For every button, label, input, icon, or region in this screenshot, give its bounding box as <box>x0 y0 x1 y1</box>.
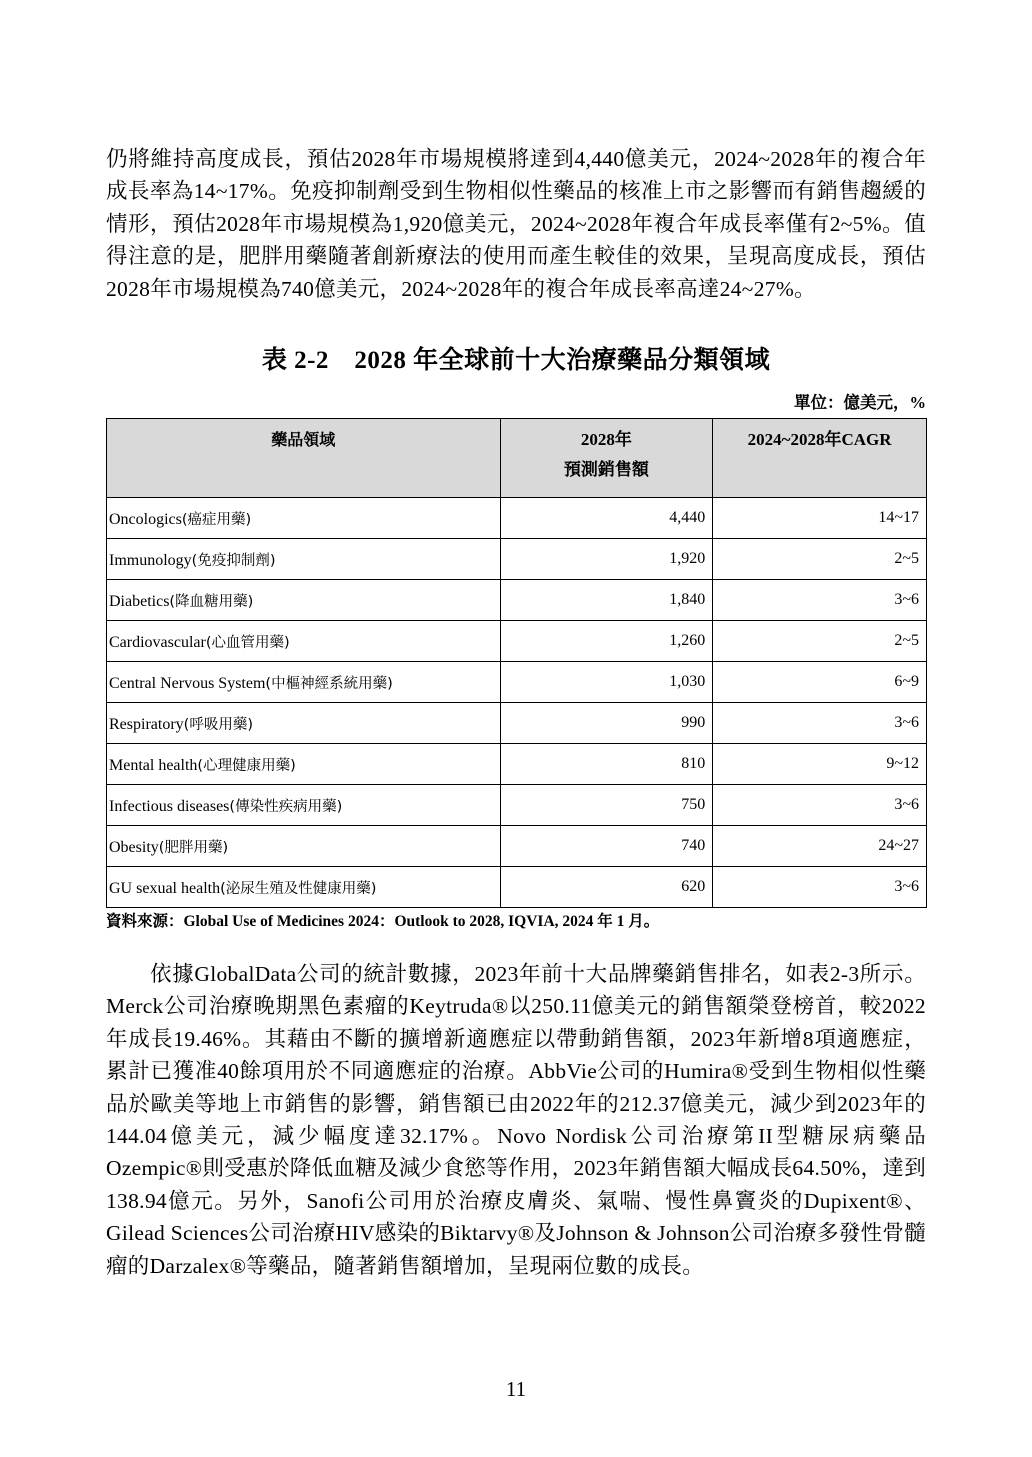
table-row <box>107 621 927 662</box>
cagr-cell: 3~6 <box>713 703 927 744</box>
therapy-area-zh: (癌症用藥) <box>181 511 252 528</box>
table-row <box>107 867 927 908</box>
header-sales-line1: 2028年 <box>580 430 632 449</box>
therapy-area-cell <box>107 580 501 621</box>
sales-cell: 750 <box>500 785 713 826</box>
table-row <box>107 785 927 826</box>
therapy-area-en: Oncologics <box>109 510 182 528</box>
cagr-cell: 2~5 <box>713 539 927 580</box>
therapy-area-cell <box>107 703 501 744</box>
therapy-area-cell <box>107 867 501 908</box>
cagr-cell: 9~12 <box>713 744 927 785</box>
sales-cell: 810 <box>500 744 713 785</box>
table-row <box>107 744 927 785</box>
cagr-cell: 24~27 <box>713 826 927 867</box>
therapy-area-cell <box>107 539 501 580</box>
cagr-cell: 3~6 <box>713 867 927 908</box>
table-row <box>107 826 927 867</box>
header-therapy-area: 藥品領域 <box>107 419 501 498</box>
cagr-cell: 14~17 <box>713 498 927 539</box>
cagr-cell: 3~6 <box>713 785 927 826</box>
therapy-area-en: GU sexual health <box>109 879 221 897</box>
table-unit: 單位：億美元，% <box>794 393 926 412</box>
sales-cell: 1,260 <box>500 621 713 662</box>
sales-cell: 1,030 <box>500 662 713 703</box>
therapy-area-zh: (免疫抑制劑) <box>191 552 276 569</box>
cagr-cell: 6~9 <box>713 662 927 703</box>
table-row <box>107 580 927 621</box>
therapy-area-cell <box>107 662 501 703</box>
therapy-area-en: Infectious diseases <box>109 797 230 815</box>
table-title: 表 2-2 2028 年全球前十大治療藥品分類領域 <box>261 347 771 374</box>
sales-cell: 1,920 <box>500 539 713 580</box>
therapy-area-en: Central Nervous System <box>109 674 266 692</box>
therapy-area-zh: (心理健康用藥) <box>197 757 296 774</box>
therapy-area-en: Cardiovascular <box>109 633 206 651</box>
therapy-area-cell <box>107 744 501 785</box>
sales-cell: 620 <box>500 867 713 908</box>
therapy-area-zh: (降血糖用藥) <box>169 593 254 610</box>
therapy-area-en: Diabetics <box>109 592 170 610</box>
cagr-cell: 2~5 <box>713 621 927 662</box>
therapy-area-zh: (肥胖用藥) <box>158 839 229 856</box>
table-row <box>107 662 927 703</box>
sales-cell: 1,840 <box>500 580 713 621</box>
table-row <box>107 498 927 539</box>
therapy-area-en: Respiratory <box>109 715 184 733</box>
therapy-area-zh: (呼吸用藥) <box>183 716 253 733</box>
sales-cell: 4,440 <box>500 498 713 539</box>
therapy-area-cell <box>107 826 501 867</box>
header-sales-line2: 預測銷售額 <box>563 460 649 479</box>
table-header-row <box>107 419 927 498</box>
therapy-area-table <box>106 418 927 908</box>
intro-paragraph: 仍將維持高度成長，預估2028年市場規模將達到4,440億美元，2024~2028年的複合年成長率為14~17%。免疫抑制劑受到生物相似性藥品的核准上市之影響而有銷售趨緩的情形，預估2028年市場規模為1,920億美元，2024~2028年複合年成長率僅有2~5%。值得注意的是，肥胖用藥隨著創新療法的使用而產生較佳的效果，呈現高度成長，預估2028年市場規模為740億美元，2024~2028年的複合年成長率高達24~27%。 <box>106 147 926 301</box>
therapy-area-en: Mental health <box>109 756 198 774</box>
header-cagr: 2024~2028年CAGR <box>713 419 927 498</box>
page-number: 11 <box>505 1377 527 1401</box>
therapy-area-cell <box>107 785 501 826</box>
therapy-area-cell <box>107 498 501 539</box>
header-sales-2028 <box>500 419 713 498</box>
table-source: 資料來源：Global Use of Medicines 2024：Outlook to 2028, IQVIA, 2024 年 1 月。 <box>106 913 660 930</box>
table-row <box>107 539 927 580</box>
therapy-area-zh: (中樞神經系統用藥) <box>265 675 393 692</box>
therapy-area-zh: (傳染性疾病用藥) <box>229 798 343 815</box>
sales-cell: 990 <box>500 703 713 744</box>
therapy-area-zh: (泌尿生殖及性健康用藥) <box>220 880 377 897</box>
table-row <box>107 703 927 744</box>
therapy-area-en: Obesity <box>109 838 159 856</box>
therapy-area-cell <box>107 621 501 662</box>
body-paragraph: 依據GlobalData公司的統計數據，2023年前十大品牌藥銷售排名，如表2-3所示。Merck公司治療晚期黑色素瘤的Keytruda®以250.11億美元的銷售額榮登榜首，較2022年成長19.46%。其藉由不斷的擴增新適應症以帶動銷售額，2023年新增8項適應症，累計已獲准40餘項用於不同適應症的治療。AbbVie公司的Humira®受到生物相似性藥品於歐美等地上市銷售的影響，銷售額已由2022年的212.37億美元，減少到2023年的144.04億美元，減少幅度達32.17%。Novo Nordisk公司治療第II型糖尿病藥品Ozempic®則受惠於降低血糖及減少食慾等作用，2023年銷售額大幅成長64.50%，達到138.94億元。另外，Sanofi公司用於治療皮膚炎、氣喘、慢性鼻竇炎的Dupixent®、Gilead Sciences公司治療HIV感染的Biktarvy®及Johnson & Johnson公司治療多發性骨髓瘤的Darzalex®等藥品，隨著銷售額增加，呈現兩位數的成長。 <box>106 962 926 1278</box>
cagr-cell: 3~6 <box>713 580 927 621</box>
sales-cell: 740 <box>500 826 713 867</box>
therapy-area-zh: (心血管用藥) <box>205 634 290 651</box>
therapy-area-en: Immunology <box>109 551 192 569</box>
